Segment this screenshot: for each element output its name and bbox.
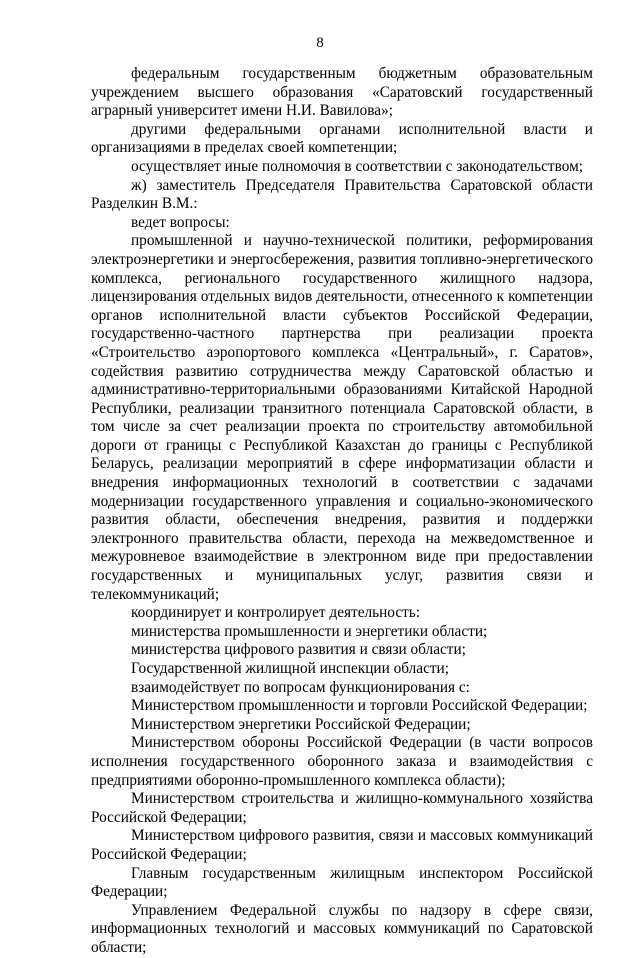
paragraph-housing-inspection: Государственной жилищной инспекции области; <box>131 660 449 677</box>
paragraph-areas-of-responsibility: промышленной и научно-технической политики, реформирования электроэнергетики и энергосбережения, развития топливно-энергетического комплекса, регионального государственного жилищного надзора, лицензирования отдельных видов деятельности, отнесенного к компетенции органов исполнительной власти субъектов Российской Федерации, государственно-частного партнерства при реализации проекта «Строительство аэропортового комплекса «Центральный», г. Саратов», содействия развитию сотрудничества между Саратовской областью и административно-территориальными образованиями Китайской Народной Республики, реализации транзитного потенциала Саратовской области, в том числе за счет реализации проекта по строительству автомобильной дороги от границы с Республикой Казахстан до границы с Республикой Беларусь, реализации мероприятий в сфере информатизации области и внедрения информационных технологий в соответствии с задачами модернизации государственного управления и социально-экономического развития области, обеспечения внедрения, развития и поддержки электронного правительства области, перехода на межведомственное и межуровневое взаимодействие в электронном виде при предоставлении государственных и муниципальных услуг, развития связи и телекоммуникаций; <box>91 232 593 603</box>
paragraph-ministry-digital-region: министерства цифрового развития и связи области; <box>131 641 466 659</box>
paragraph-other-bodies: другими федеральными органами исполнительной власти и организациями в пределах своей компетенции; <box>91 120 593 157</box>
paragraph-minoborony: Министерством обороны Российской Федерации (в части вопросов исполнения государственного оборонного заказа и взаимодействия с предприятиями оборонно-промышленного комплекса области); <box>91 734 593 789</box>
paragraph-university: федеральным государственным бюджетным образовательным учреждением высшего образования «Саратовский государственный аграрный университет имени Н.И. Вавилова»; <box>91 65 593 120</box>
paragraph-coordinates: координирует и контролирует деятельность: <box>131 604 421 622</box>
paragraph-chief-housing-inspector: Главным государственным жилищным инспектором Российской Федерации; <box>91 864 593 901</box>
paragraph-minenergo: Министерством энергетики Российской Федерации; <box>131 715 471 733</box>
paragraph-roskomnadzor: Управлением Федеральной службы по надзору в сфере связи, информационных технологий и массовых коммуникаций по Саратовской области; <box>91 901 593 956</box>
paragraph-deputy-chairman: ж) заместитель Председателя Правительства Саратовской области Разделкин В.М.: <box>91 176 593 213</box>
paragraph-ministry-industry-region: министерства промышленности и энергетики области; <box>131 622 488 640</box>
paragraph-minpromtorg: Министерством промышленности и торговли Российской Федерации; <box>131 697 588 715</box>
page-number: 8 <box>316 35 324 51</box>
paragraph-handles-issues: ведет вопросы: <box>131 213 230 231</box>
document-body <box>91 65 593 958</box>
paragraph-minstroy: Министерством строительства и жилищно-коммунального хозяйства Российской Федерации; <box>91 790 593 826</box>
paragraph-interacts: взаимодействует по вопросам функционирования с: <box>131 678 470 696</box>
paragraph-other-powers: осуществляет иные полномочия в соответствии с законодательством; <box>131 157 584 175</box>
paragraph-mincifry: Министерством цифрового развития, связи и массовых коммуникаций Российской Федерации; <box>91 827 593 863</box>
